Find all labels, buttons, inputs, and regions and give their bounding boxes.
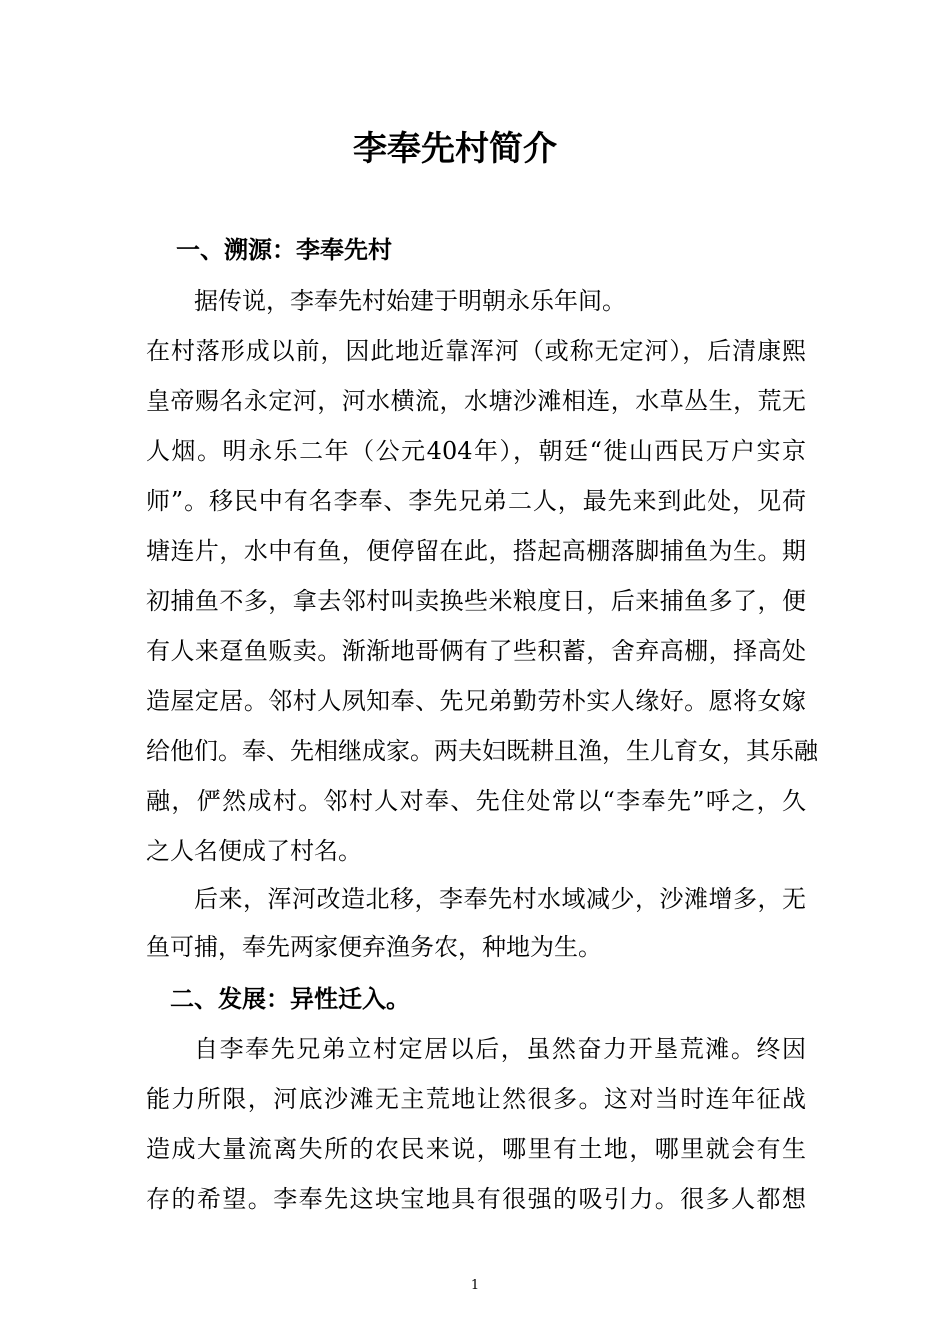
section-heading-development: 二、发展：异性迁入。 (170, 985, 410, 1013)
page-number: 1 (470, 1278, 480, 1293)
paragraph-line: 人烟。明永乐二年（公元404年），朝廷“徙山西民万户实京 (146, 437, 806, 465)
paragraph-line: 造成大量流离失所的农民来说，哪里有土地，哪里就会有生 (146, 1135, 806, 1163)
paragraph-line: 皇帝赐名永定河，河水横流，水塘沙滩相连，水草丛生，荒无 (146, 387, 806, 415)
document-title: 李奉先村简介 (353, 129, 557, 169)
paragraph-line: 自李奉先兄弟立村定居以后，虽然奋力开垦荒滩。终因 (194, 1035, 806, 1063)
paragraph-line: 师”。移民中有名李奉、李先兄弟二人，最先来到此处，见荷 (146, 487, 806, 515)
paragraph-line: 鱼可捕，奉先两家便弃渔务农，种地为生。 (146, 933, 602, 961)
paragraph-line: 初捕鱼不多，拿去邻村叫卖换些米粮度日，后来捕鱼多了，便 (146, 587, 806, 615)
paragraph-line: 据传说，李奉先村始建于明朝永乐年间。 (194, 287, 626, 315)
paragraph-line: 给他们。奉、先相继成家。两夫妇既耕且渔，生儿育女，其乐融 (146, 737, 818, 765)
paragraph-line: 塘连片，水中有鱼，便停留在此，搭起高棚落脚捕鱼为生。期 (146, 537, 806, 565)
paragraph-line: 能力所限，河底沙滩无主荒地让然很多。这对当时连年征战 (146, 1085, 806, 1113)
paragraph-line: 之人名便成了村名。 (146, 837, 362, 865)
paragraph-line: 在村落形成以前，因此地近靠浑河（或称无定河），后清康熙 (146, 337, 806, 365)
paragraph-line: 存的希望。李奉先这块宝地具有很强的吸引力。很多人都想 (146, 1185, 806, 1213)
paragraph-line: 后来，浑河改造北移，李奉先村水域减少，沙滩增多，无 (194, 885, 806, 913)
paragraph-line: 融，俨然成村。邻村人对奉、先住处常以“李奉先”呼之，久 (146, 787, 806, 815)
paragraph-line: 有人来趸鱼贩卖。渐渐地哥俩有了些积蓄，舍弃高棚，择高处 (146, 637, 806, 665)
paragraph-line: 造屋定居。邻村人夙知奉、先兄弟勤劳朴实人缘好。愿将女嫁 (146, 687, 806, 715)
section-heading-origin: 一、溯源：李奉先村 (176, 236, 392, 264)
